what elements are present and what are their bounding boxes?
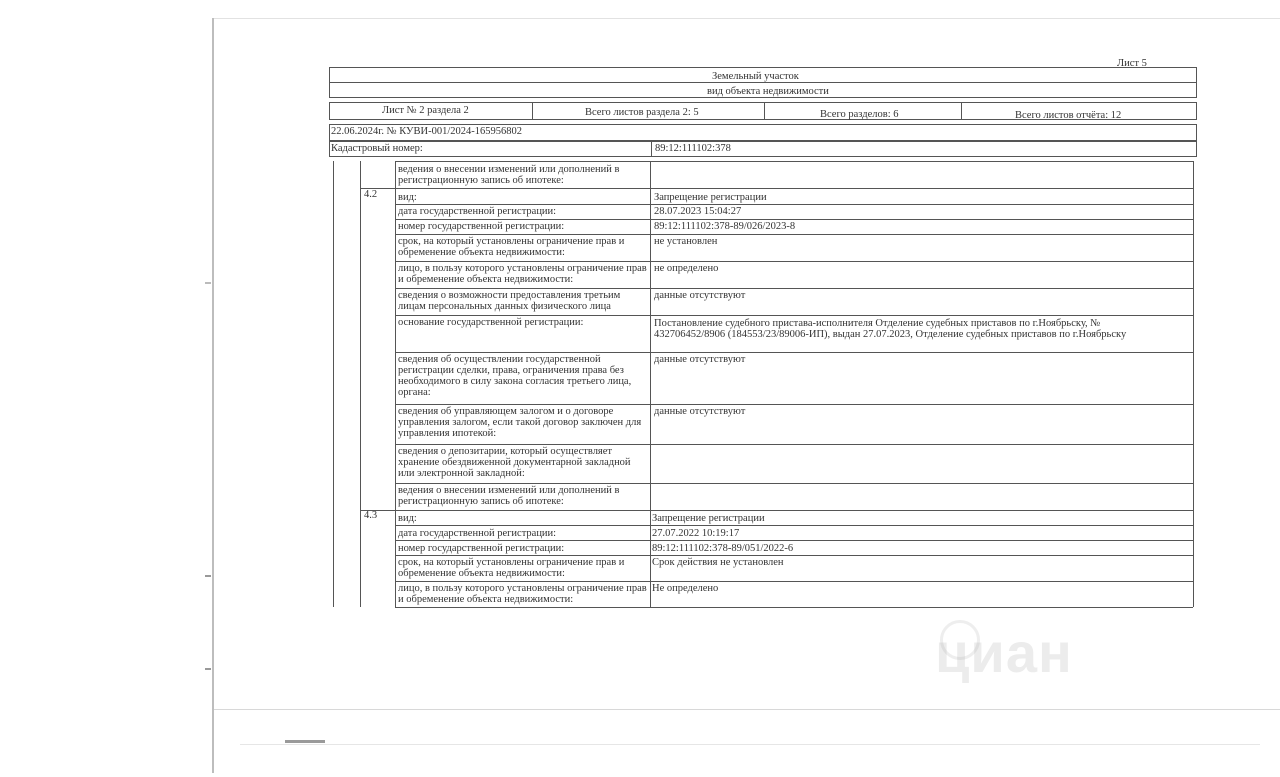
rule-4-2-10: [395, 483, 1193, 484]
row-value: данные отсутствуют: [654, 290, 746, 301]
rule-4-2-2: [395, 219, 1193, 220]
sections-total: Всего разделов: 6: [820, 109, 899, 120]
row-label: сведения об осуществлении государственной регистрации сделки, права, ограничения права без необходимого в силу закона согласия третьего лица, органа:: [398, 354, 632, 398]
rule-4-2-6: [395, 315, 1193, 316]
row-value: не определено: [654, 263, 719, 274]
row-label: основание государственной регистрации:: [398, 317, 584, 328]
page-label: Лист 5: [1117, 58, 1147, 69]
row-label: сведения об управляющем залогом и о договоре управления залогом, если такой договор заключен для управления ипотекой:: [398, 406, 642, 439]
row-value: данные отсутствуют: [654, 354, 746, 365]
row-value: Постановление судебного пристава-исполнителя Отделение судебных приставов по г.Ноябрьску, № 432706452/8906 (184553/23/89006-ИП), выдан 27.07.2023, Отделение судебных приставов по г.Ноябрьску: [654, 318, 1127, 340]
sheet-info-div-2: [764, 102, 765, 120]
rule-4-3-2: [395, 540, 1193, 541]
sheet-info-div-1: [532, 102, 533, 120]
row-label: вид:: [398, 192, 417, 203]
row-label: номер государственной регистрации:: [398, 543, 565, 554]
sheet-section: Лист № 2 раздела 2: [382, 105, 469, 116]
row-label: срок, на который установлены ограничение прав и обременение объекта недвижимости:: [398, 236, 625, 258]
block-number: 4.2: [364, 189, 378, 200]
date-number: 22.06.2024г. № КУВИ-001/2024-165956802: [331, 126, 522, 137]
rule-4-2-9: [395, 444, 1193, 445]
row-label: вид:: [398, 513, 417, 524]
row-value: не установлен: [654, 236, 718, 247]
row-value: Не определено: [652, 583, 719, 594]
row-label: срок, на который установлены ограничение прав и обременение объекта недвижимости:: [398, 557, 625, 579]
row-label: лицо, в пользу которого установлены ограничение прав и обременение объекта недвижимости:: [398, 583, 647, 605]
row-value: 89:12:111102:378-89/026/2023-8: [654, 221, 796, 232]
row-label: сведения о возможности предоставления третьим лицам персональных данных физического лица: [398, 290, 621, 312]
col-num-left: [360, 161, 361, 607]
cadastral-divider: [651, 141, 652, 157]
report-sheets-total: Всего листов отчёта: 12: [1015, 110, 1122, 121]
cadastral-row: [329, 141, 1197, 157]
rule-4-2-5: [395, 288, 1193, 289]
rule-4-2-3: [395, 234, 1193, 235]
col-left: [333, 161, 334, 607]
cadastral-value: 89:12:111102:378: [655, 143, 731, 154]
row-value: Срок действия не установлен: [652, 557, 784, 568]
rule-4-2-7: [395, 352, 1193, 353]
rule-4-2-4: [395, 261, 1193, 262]
rule-4-2-8: [395, 404, 1193, 405]
rule-block-4-2: [360, 188, 1193, 189]
row-label: ведения о внесении изменений или дополнений в регистрационную запись об ипотеке:: [398, 485, 620, 507]
row-value: 89:12:111102:378-89/051/2022-6: [652, 543, 794, 554]
rule-block-4-3: [360, 510, 1193, 511]
col-value-right: [1193, 161, 1194, 607]
row-label: лицо, в пользу которого установлены ограничение прав и обременение объекта недвижимости:: [398, 263, 647, 285]
top-row-label: ведения о внесении изменений или дополнений в регистрационную запись об ипотеке:: [398, 164, 620, 186]
watermark: циан: [935, 621, 1073, 684]
row-value: данные отсутствуют: [654, 406, 746, 417]
row-value: 27.07.2022 10:19:17: [652, 528, 740, 539]
row-value: Запрещение регистрации: [652, 513, 765, 524]
object-type-divider: [329, 82, 1197, 83]
row-label: дата государственной регистрации:: [398, 206, 557, 217]
rule-4-3-4: [395, 581, 1193, 582]
cadastral-label: Кадастровый номер:: [331, 143, 423, 154]
row-value: 28.07.2023 15:04:27: [654, 206, 742, 217]
row-label: дата государственной регистрации:: [398, 528, 557, 539]
row-label: номер государственной регистрации:: [398, 221, 565, 232]
rule-4-3-1: [395, 525, 1193, 526]
row-value: Запрещение регистрации: [654, 192, 767, 203]
row-label: сведения о депозитарии, который осуществляет хранение обездвиженной документарной закладной или электронной закладной:: [398, 446, 631, 479]
object-type-caption: вид объекта недвижимости: [707, 86, 829, 97]
object-type: Земельный участок: [712, 71, 799, 82]
sheets-in-section: Всего листов раздела 2: 5: [585, 107, 699, 118]
sheet-info-div-3: [961, 102, 962, 120]
block-number: 4.3: [364, 510, 378, 521]
rule-4-2-1: [395, 204, 1193, 205]
rule-4-3-3: [395, 555, 1193, 556]
rule-bottom: [395, 607, 1193, 608]
rule-top: [395, 161, 1193, 162]
